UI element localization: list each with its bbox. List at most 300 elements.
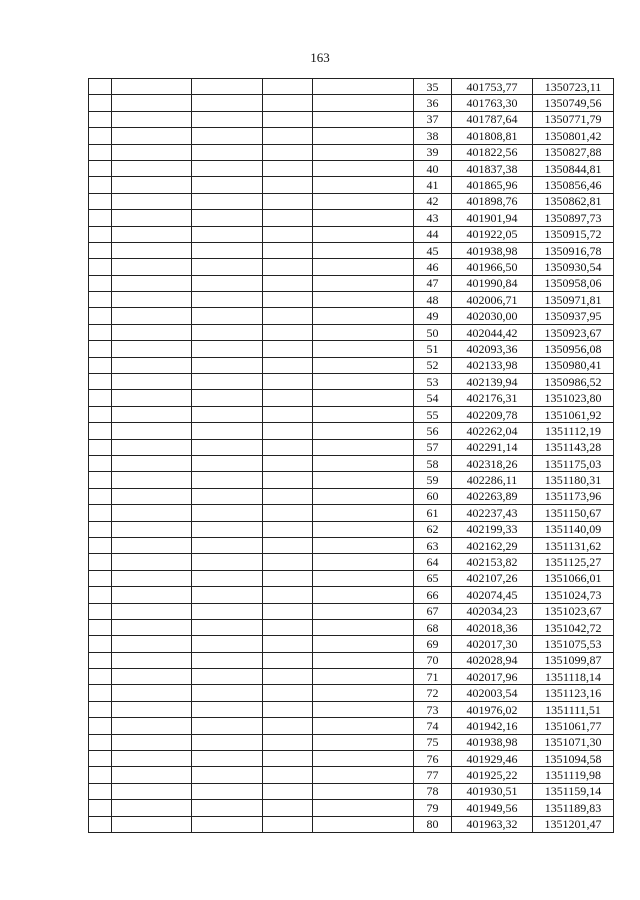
y-coordinate-cell: 1351061,92 [533,406,614,422]
y-coordinate-cell: 1351042,72 [533,619,614,635]
empty-cell [112,341,192,357]
x-coordinate-cell: 402030,00 [452,308,533,324]
y-coordinate-cell: 1351201,47 [533,816,614,832]
empty-cell [263,160,313,176]
y-coordinate-cell: 1350844,81 [533,160,614,176]
table-row [89,685,614,701]
empty-cell [112,734,192,750]
empty-cell [192,324,263,340]
x-coordinate-cell: 402017,30 [452,636,533,652]
table-row [89,767,614,783]
empty-cell [263,587,313,603]
empty-cell [263,242,313,258]
empty-cell [89,505,112,521]
table-row [89,505,614,521]
empty-cell [112,275,192,291]
table-row [89,128,614,144]
point-number-cell: 67 [414,603,452,619]
empty-cell [192,587,263,603]
empty-cell [192,275,263,291]
empty-cell [89,390,112,406]
empty-cell [263,783,313,799]
empty-cell [263,603,313,619]
empty-cell [112,390,192,406]
empty-cell [112,324,192,340]
empty-cell [112,144,192,160]
table-row [89,521,614,537]
empty-cell [112,537,192,553]
empty-cell [192,783,263,799]
empty-cell [112,603,192,619]
empty-cell [313,390,414,406]
empty-cell [192,292,263,308]
empty-cell [89,718,112,734]
empty-cell [192,455,263,471]
empty-cell [112,455,192,471]
x-coordinate-cell: 401976,02 [452,701,533,717]
empty-cell [192,423,263,439]
point-number-cell: 47 [414,275,452,291]
empty-cell [313,619,414,635]
empty-cell [313,374,414,390]
y-coordinate-cell: 1351023,80 [533,390,614,406]
point-number-cell: 40 [414,160,452,176]
y-coordinate-cell: 1351125,27 [533,554,614,570]
x-coordinate-cell: 401753,77 [452,79,533,95]
table-row [89,816,614,832]
empty-cell [263,439,313,455]
table-row [89,537,614,553]
y-coordinate-cell: 1350980,41 [533,357,614,373]
y-coordinate-cell: 1351061,77 [533,718,614,734]
point-number-cell: 48 [414,292,452,308]
empty-cell [112,554,192,570]
y-coordinate-cell: 1351023,67 [533,603,614,619]
empty-cell [313,275,414,291]
empty-cell [112,439,192,455]
empty-cell [313,505,414,521]
empty-cell [313,324,414,340]
point-number-cell: 78 [414,783,452,799]
empty-cell [313,242,414,258]
empty-cell [112,242,192,258]
empty-cell [112,652,192,668]
empty-cell [263,685,313,701]
x-coordinate-cell: 402034,23 [452,603,533,619]
point-number-cell: 57 [414,439,452,455]
empty-cell [192,636,263,652]
table-row [89,800,614,816]
y-coordinate-cell: 1351175,03 [533,455,614,471]
point-number-cell: 60 [414,488,452,504]
empty-cell [263,488,313,504]
table-row [89,210,614,226]
empty-cell [263,734,313,750]
empty-cell [313,357,414,373]
empty-cell [313,226,414,242]
empty-cell [263,554,313,570]
empty-cell [89,406,112,422]
table-row [89,439,614,455]
x-coordinate-cell: 402003,54 [452,685,533,701]
table-row [89,259,614,275]
empty-cell [192,816,263,832]
empty-cell [89,275,112,291]
empty-cell [89,259,112,275]
empty-cell [112,177,192,193]
y-coordinate-cell: 1351131,62 [533,537,614,553]
empty-cell [112,636,192,652]
x-coordinate-cell: 402318,26 [452,455,533,471]
point-number-cell: 39 [414,144,452,160]
empty-cell [263,292,313,308]
empty-cell [313,111,414,127]
point-number-cell: 54 [414,390,452,406]
empty-cell [313,603,414,619]
empty-cell [192,800,263,816]
empty-cell [112,423,192,439]
empty-cell [89,816,112,832]
x-coordinate-cell: 402006,71 [452,292,533,308]
empty-cell [313,800,414,816]
point-number-cell: 37 [414,111,452,127]
empty-cell [192,488,263,504]
point-number-cell: 58 [414,455,452,471]
x-coordinate-cell: 401822,56 [452,144,533,160]
empty-cell [263,669,313,685]
empty-cell [112,308,192,324]
empty-cell [89,472,112,488]
y-coordinate-cell: 1350856,46 [533,177,614,193]
x-coordinate-cell: 401763,30 [452,95,533,111]
coordinates-table [88,78,614,833]
empty-cell [263,505,313,521]
x-coordinate-cell: 401837,38 [452,160,533,176]
y-coordinate-cell: 1351024,73 [533,587,614,603]
y-coordinate-cell: 1351119,98 [533,767,614,783]
empty-cell [89,439,112,455]
empty-cell [112,701,192,717]
empty-cell [89,177,112,193]
table-row [89,357,614,373]
empty-cell [263,95,313,111]
empty-cell [192,144,263,160]
empty-cell [89,111,112,127]
table-row [89,734,614,750]
y-coordinate-cell: 1350937,95 [533,308,614,324]
table-row [89,570,614,586]
table-row [89,619,614,635]
point-number-cell: 71 [414,669,452,685]
table-row [89,193,614,209]
empty-cell [313,259,414,275]
empty-cell [263,390,313,406]
empty-cell [192,570,263,586]
empty-cell [263,767,313,783]
empty-cell [112,226,192,242]
empty-cell [112,111,192,127]
empty-cell [112,800,192,816]
x-coordinate-cell: 401990,84 [452,275,533,291]
point-number-cell: 46 [414,259,452,275]
empty-cell [313,652,414,668]
empty-cell [263,275,313,291]
empty-cell [263,128,313,144]
y-coordinate-cell: 1350986,52 [533,374,614,390]
empty-cell [313,701,414,717]
empty-cell [313,554,414,570]
point-number-cell: 76 [414,751,452,767]
empty-cell [89,570,112,586]
empty-cell [89,226,112,242]
x-coordinate-cell: 402018,36 [452,619,533,635]
empty-cell [313,570,414,586]
coordinates-table-body [89,79,614,833]
empty-cell [89,636,112,652]
empty-cell [192,505,263,521]
empty-cell [263,718,313,734]
point-number-cell: 44 [414,226,452,242]
table-row [89,701,614,717]
y-coordinate-cell: 1351071,30 [533,734,614,750]
empty-cell [263,423,313,439]
y-coordinate-cell: 1351180,31 [533,472,614,488]
x-coordinate-cell: 401925,22 [452,767,533,783]
table-row [89,455,614,471]
empty-cell [112,488,192,504]
x-coordinate-cell: 402209,78 [452,406,533,422]
table-row [89,95,614,111]
empty-cell [313,79,414,95]
empty-cell [112,79,192,95]
empty-cell [313,95,414,111]
point-number-cell: 69 [414,636,452,652]
empty-cell [112,718,192,734]
x-coordinate-cell: 401938,98 [452,242,533,258]
empty-cell [112,521,192,537]
empty-cell [192,652,263,668]
empty-cell [192,406,263,422]
empty-cell [313,783,414,799]
table-row [89,177,614,193]
point-number-cell: 45 [414,242,452,258]
empty-cell [112,751,192,767]
empty-cell [263,619,313,635]
y-coordinate-cell: 1350827,88 [533,144,614,160]
empty-cell [263,636,313,652]
empty-cell [89,603,112,619]
empty-cell [313,292,414,308]
empty-cell [89,357,112,373]
empty-cell [112,292,192,308]
empty-cell [313,144,414,160]
empty-cell [313,128,414,144]
empty-cell [263,226,313,242]
empty-cell [112,816,192,832]
table-row [89,488,614,504]
empty-cell [89,751,112,767]
x-coordinate-cell: 402028,94 [452,652,533,668]
y-coordinate-cell: 1350930,54 [533,259,614,275]
empty-cell [89,767,112,783]
empty-cell [192,95,263,111]
empty-cell [313,488,414,504]
point-number-cell: 63 [414,537,452,553]
empty-cell [263,455,313,471]
empty-cell [313,636,414,652]
point-number-cell: 52 [414,357,452,373]
point-number-cell: 70 [414,652,452,668]
empty-cell [112,128,192,144]
point-number-cell: 36 [414,95,452,111]
x-coordinate-cell: 401901,94 [452,210,533,226]
empty-cell [263,374,313,390]
empty-cell [263,652,313,668]
point-number-cell: 65 [414,570,452,586]
point-number-cell: 43 [414,210,452,226]
table-row [89,79,614,95]
empty-cell [263,751,313,767]
empty-cell [313,406,414,422]
table-row [89,423,614,439]
point-number-cell: 35 [414,79,452,95]
x-coordinate-cell: 402107,26 [452,570,533,586]
empty-cell [112,685,192,701]
table-row [89,406,614,422]
empty-cell [263,816,313,832]
x-coordinate-cell: 402017,96 [452,669,533,685]
point-number-cell: 61 [414,505,452,521]
empty-cell [192,603,263,619]
empty-cell [313,685,414,701]
y-coordinate-cell: 1351173,96 [533,488,614,504]
empty-cell [192,177,263,193]
y-coordinate-cell: 1350916,78 [533,242,614,258]
empty-cell [89,669,112,685]
point-number-cell: 56 [414,423,452,439]
y-coordinate-cell: 1350801,42 [533,128,614,144]
empty-cell [263,193,313,209]
y-coordinate-cell: 1351140,09 [533,521,614,537]
empty-cell [89,324,112,340]
empty-cell [192,767,263,783]
y-coordinate-cell: 1350862,81 [533,193,614,209]
page-number: 163 [310,50,330,65]
point-number-cell: 66 [414,587,452,603]
table-row [89,292,614,308]
empty-cell [313,587,414,603]
empty-cell [192,242,263,258]
x-coordinate-cell: 402074,45 [452,587,533,603]
empty-cell [192,390,263,406]
point-number-cell: 80 [414,816,452,832]
y-coordinate-cell: 1351094,58 [533,751,614,767]
y-coordinate-cell: 1350971,81 [533,292,614,308]
empty-cell [112,767,192,783]
empty-cell [263,308,313,324]
point-number-cell: 64 [414,554,452,570]
x-coordinate-cell: 402133,98 [452,357,533,373]
empty-cell [313,816,414,832]
y-coordinate-cell: 1351159,14 [533,783,614,799]
empty-cell [192,160,263,176]
point-number-cell: 53 [414,374,452,390]
x-coordinate-cell: 402093,36 [452,341,533,357]
y-coordinate-cell: 1351066,01 [533,570,614,586]
empty-cell [263,357,313,373]
empty-cell [89,374,112,390]
empty-cell [192,128,263,144]
empty-cell [192,619,263,635]
empty-cell [263,472,313,488]
y-coordinate-cell: 1350771,79 [533,111,614,127]
x-coordinate-cell: 401808,81 [452,128,533,144]
empty-cell [263,570,313,586]
y-coordinate-cell: 1351189,83 [533,800,614,816]
empty-cell [112,259,192,275]
empty-cell [89,144,112,160]
empty-cell [313,669,414,685]
x-coordinate-cell: 401929,46 [452,751,533,767]
table-row [89,783,614,799]
x-coordinate-cell: 401787,64 [452,111,533,127]
empty-cell [192,718,263,734]
y-coordinate-cell: 1351075,53 [533,636,614,652]
y-coordinate-cell: 1351111,51 [533,701,614,717]
table-row [89,603,614,619]
empty-cell [313,455,414,471]
x-coordinate-cell: 402263,89 [452,488,533,504]
empty-cell [263,701,313,717]
empty-cell [313,521,414,537]
table-row [89,652,614,668]
point-number-cell: 49 [414,308,452,324]
empty-cell [89,734,112,750]
empty-cell [112,210,192,226]
empty-cell [112,783,192,799]
point-number-cell: 75 [414,734,452,750]
empty-cell [112,357,192,373]
empty-cell [192,193,263,209]
empty-cell [89,193,112,209]
y-coordinate-cell: 1351123,16 [533,685,614,701]
empty-cell [313,423,414,439]
y-coordinate-cell: 1351112,19 [533,423,614,439]
table-row [89,341,614,357]
point-number-cell: 41 [414,177,452,193]
point-number-cell: 73 [414,701,452,717]
x-coordinate-cell: 401963,32 [452,816,533,832]
table-row [89,144,614,160]
x-coordinate-cell: 401949,56 [452,800,533,816]
point-number-cell: 68 [414,619,452,635]
empty-cell [192,554,263,570]
x-coordinate-cell: 402139,94 [452,374,533,390]
empty-cell [192,210,263,226]
empty-cell [313,160,414,176]
y-coordinate-cell: 1350723,11 [533,79,614,95]
empty-cell [313,210,414,226]
empty-cell [313,734,414,750]
empty-cell [192,751,263,767]
empty-cell [263,111,313,127]
empty-cell [313,767,414,783]
table-row [89,308,614,324]
x-coordinate-cell: 401942,16 [452,718,533,734]
empty-cell [89,537,112,553]
point-number-cell: 51 [414,341,452,357]
table-row [89,636,614,652]
